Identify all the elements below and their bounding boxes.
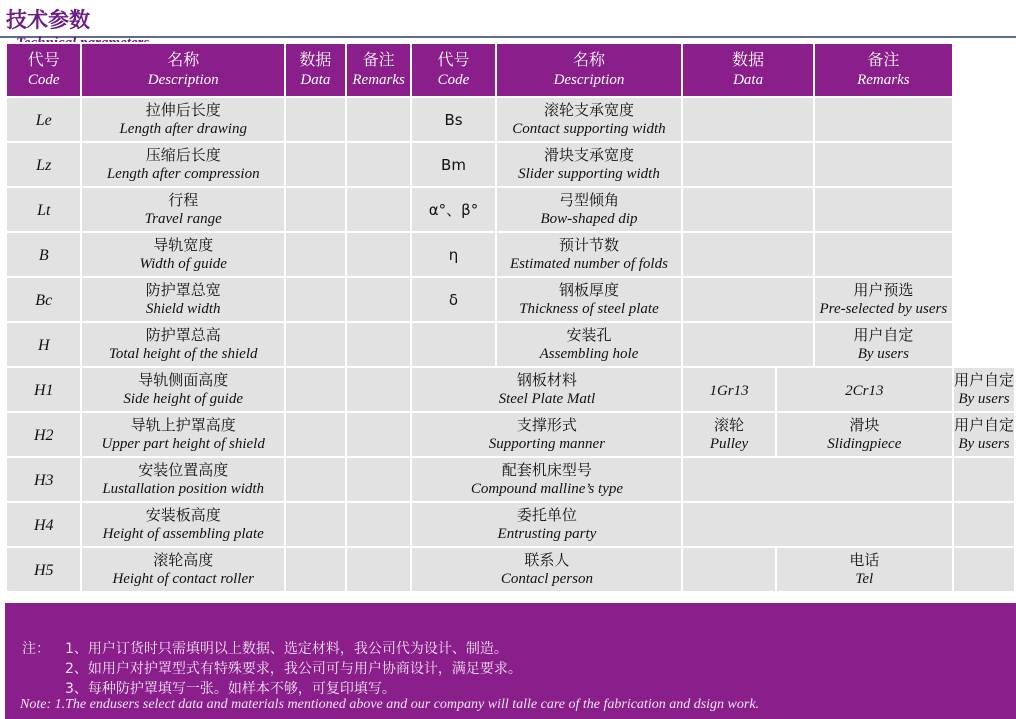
description-cell — [497, 323, 682, 366]
description-cell-text: Steel Plate Matl — [498, 390, 596, 407]
description-cell-text: 钢板厚度 — [558, 280, 619, 299]
code-cell — [412, 233, 494, 276]
description-cell-text: Entrusting party — [497, 525, 597, 542]
option-cell — [777, 368, 952, 411]
data-cell — [683, 323, 812, 366]
tel-label-cell — [777, 548, 952, 591]
data-cell — [286, 233, 345, 276]
data-cell — [286, 278, 345, 321]
remarks-cell — [815, 188, 952, 231]
code-cell-text: δ — [448, 291, 459, 309]
description-cell — [497, 143, 682, 186]
description-cell — [412, 368, 681, 411]
title-bar — [0, 0, 1016, 38]
description-cell-text: 导轨侧面高度 — [138, 370, 229, 389]
page-title-cn: 技术参数 — [6, 7, 90, 32]
data-cell — [683, 143, 812, 186]
parameters-table — [5, 42, 1016, 593]
data-cell — [286, 188, 345, 231]
note-english: Note: 1.The endusers select data and materials mentioned above and our company will talle care of the fabrication and dsign work. — [20, 697, 760, 712]
data-cell — [683, 548, 774, 591]
remarks-cell — [347, 548, 411, 591]
data-cell — [286, 548, 345, 591]
description-cell-text: 配套机床型号 — [501, 460, 592, 479]
data-cell — [683, 503, 952, 546]
code-cell-text: η — [448, 246, 459, 264]
description-cell — [82, 503, 283, 546]
header-remarks: 备注 Remarks — [347, 44, 411, 96]
code-cell — [412, 323, 494, 366]
remarks-cell — [954, 368, 1014, 411]
tel-label-cell-text: 电话 — [849, 550, 880, 569]
code-cell — [7, 503, 80, 546]
option-cell — [683, 368, 774, 411]
code-cell — [7, 458, 80, 501]
code-cell — [7, 233, 80, 276]
option-cell-text: 2Cr13 — [845, 382, 884, 399]
code-cell — [7, 278, 80, 321]
description-cell — [82, 188, 283, 231]
description-cell — [82, 368, 283, 411]
description-cell-text: 钢板材料 — [516, 370, 577, 389]
description-cell — [412, 503, 681, 546]
description-cell-text: Bow-shaped dip — [540, 210, 638, 227]
description-cell — [497, 278, 682, 321]
table-row — [7, 143, 1014, 186]
data-cell — [286, 323, 345, 366]
table-row — [7, 188, 1014, 231]
table-row — [7, 278, 1014, 321]
remarks-cell — [347, 323, 411, 366]
code-cell-text: H2 — [33, 426, 54, 444]
code-cell-text: H — [37, 336, 50, 354]
data-cell — [683, 98, 812, 141]
remarks-cell — [815, 323, 952, 366]
table-row — [7, 548, 1014, 591]
remarks-cell-text: 用户自定 — [953, 370, 1014, 389]
header-remarks-right: 备注 Remarks — [815, 44, 952, 96]
description-cell — [82, 98, 283, 141]
code-cell-text: Bs — [444, 111, 463, 129]
description-cell-text: 滚轮高度 — [153, 550, 214, 569]
description-cell-text: Width of guide — [139, 255, 227, 272]
description-cell-text: 安装位置高度 — [138, 460, 229, 479]
header-data: 数据 Data — [286, 44, 345, 96]
header-data-right: 数据 Data — [683, 44, 812, 96]
description-cell-text: 滚轮支承宽度 — [543, 100, 634, 119]
option-cell-text: 1Gr13 — [709, 382, 749, 399]
code-cell-text: Lz — [36, 156, 52, 174]
description-cell-text: 压缩后长度 — [145, 145, 221, 164]
remarks-cell — [347, 503, 411, 546]
description-cell-text: 导轨宽度 — [153, 235, 214, 254]
remarks-cell — [347, 233, 411, 276]
data-cell — [286, 413, 345, 456]
description-cell-text: 拉伸后长度 — [145, 100, 221, 119]
remarks-cell — [954, 413, 1014, 456]
description-cell — [412, 413, 681, 456]
code-cell — [7, 368, 80, 411]
remarks-cell — [815, 98, 952, 141]
header-row — [7, 44, 1014, 96]
table-row — [7, 413, 1014, 456]
description-cell-text: 滑块支承宽度 — [543, 145, 634, 164]
code-cell — [412, 98, 494, 141]
remarks-cell — [347, 188, 411, 231]
option-cell — [777, 413, 952, 456]
remarks-cell — [347, 98, 411, 141]
description-cell — [82, 278, 283, 321]
code-cell-text: Le — [35, 111, 52, 129]
remarks-cell-text: Pre-selected by users — [819, 300, 948, 317]
remarks-cell-text: By users — [958, 435, 1010, 452]
description-cell-text: Total height of the shield — [108, 345, 258, 362]
code-cell-text: H1 — [33, 381, 54, 399]
remarks-cell — [954, 458, 1014, 501]
table-row — [7, 98, 1014, 141]
option-cell — [683, 413, 774, 456]
description-cell — [82, 143, 283, 186]
table-row — [7, 323, 1014, 366]
remarks-cell-text: 用户自定 — [953, 415, 1014, 434]
data-cell — [683, 278, 812, 321]
description-cell — [497, 188, 682, 231]
data-cell — [683, 233, 812, 276]
option-cell-text: 滚轮 — [714, 415, 745, 434]
description-cell-text: Upper part height of shield — [101, 435, 265, 452]
description-cell-text: Contact supporting width — [512, 120, 666, 137]
description-cell-text: Estimated number of folds — [510, 255, 668, 272]
remarks-cell — [347, 278, 411, 321]
remarks-cell — [347, 413, 411, 456]
option-cell-text: Pulley — [709, 435, 749, 452]
option-cell-text: 滑块 — [849, 415, 880, 434]
description-cell-text: Compound malline’s type — [470, 480, 624, 497]
description-cell — [497, 233, 682, 276]
code-cell-text: H4 — [33, 516, 54, 534]
code-cell — [412, 188, 494, 231]
header-description-right: 名称 Description — [497, 44, 682, 96]
description-cell — [412, 458, 681, 501]
note-item: 3、每种防护罩填写一张。如样本不够，可复印填写。 — [65, 681, 396, 697]
data-cell — [286, 143, 345, 186]
description-cell — [82, 413, 283, 456]
description-cell-text: 行程 — [168, 190, 199, 209]
description-cell-text: Shield width — [145, 300, 221, 317]
remarks-cell-text: 用户预选 — [853, 280, 914, 299]
description-cell-text: Travel range — [144, 210, 222, 227]
code-cell-text: α°、β° — [428, 201, 479, 219]
option-cell-text: Slidingpiece — [827, 435, 902, 452]
code-cell-text: Bc — [35, 291, 53, 309]
description-cell-text: 预计节数 — [558, 235, 619, 254]
table-row — [7, 233, 1014, 276]
code-cell — [7, 98, 80, 141]
notes-panel — [5, 603, 1016, 719]
description-cell-text: Assembling hole — [539, 345, 639, 362]
note-item: 2、如用户对护罩型式有特殊要求，我公司可与用户协商设计，满足要求。 — [65, 661, 522, 677]
data-cell — [286, 98, 345, 141]
remarks-cell — [815, 233, 952, 276]
code-cell-text: Lt — [37, 201, 51, 219]
description-cell-text: 导轨上护罩高度 — [130, 415, 236, 434]
description-cell-text: 安装孔 — [566, 325, 612, 344]
code-cell — [7, 323, 80, 366]
description-cell — [497, 98, 682, 141]
description-cell-text: 防护罩总高 — [145, 325, 221, 344]
remarks-cell — [954, 503, 1014, 546]
description-cell — [82, 548, 283, 591]
description-cell — [82, 233, 283, 276]
header-code: 代号 Code — [7, 44, 80, 96]
data-cell — [286, 503, 345, 546]
description-cell-text: 弓型倾角 — [558, 190, 619, 209]
description-cell-text: 委托单位 — [516, 505, 577, 524]
header-description: 名称 Description — [82, 44, 283, 96]
remarks-cell — [815, 278, 952, 321]
description-cell — [412, 548, 681, 591]
remarks-cell — [347, 143, 411, 186]
data-cell — [683, 458, 952, 501]
table-row — [7, 503, 1014, 546]
remarks-cell — [954, 548, 1014, 591]
description-cell-text: Supporting manner — [488, 435, 606, 452]
description-cell-text: Thickness of steel plate — [519, 300, 659, 317]
code-cell — [412, 143, 494, 186]
description-cell-text: Lustallation position width — [102, 480, 265, 497]
description-cell-text: Length after drawing — [119, 120, 247, 137]
description-cell-text: 支撑形式 — [516, 415, 577, 434]
description-cell-text: Height of contact roller — [112, 570, 254, 587]
remarks-cell — [815, 143, 952, 186]
data-cell — [286, 368, 345, 411]
description-cell-text: 安装板高度 — [145, 505, 221, 524]
description-cell-text: Height of assembling plate — [102, 525, 264, 542]
code-cell — [412, 278, 494, 321]
note-item: 1、用户订货时只需填明以上数据、选定材料，我公司代为设计、制造。 — [65, 641, 508, 657]
header-code-right: 代号 Code — [412, 44, 494, 96]
remarks-cell-text: By users — [958, 390, 1010, 407]
code-cell-text: B — [38, 246, 49, 264]
data-cell — [683, 188, 812, 231]
notes-label: 注： — [22, 641, 50, 657]
remarks-cell — [347, 368, 411, 411]
code-cell-text: H5 — [33, 561, 54, 579]
code-cell — [7, 188, 80, 231]
remarks-cell — [347, 458, 411, 501]
description-cell — [82, 458, 283, 501]
description-cell-text: Contacl person — [500, 570, 593, 587]
remarks-cell-text: 用户自定 — [853, 325, 914, 344]
tel-label-cell-text: Tel — [855, 570, 874, 587]
table-row — [7, 458, 1014, 501]
code-cell — [7, 413, 80, 456]
code-cell — [7, 548, 80, 591]
description-cell-text: Slider supporting width — [518, 165, 660, 182]
description-cell-text: Side height of guide — [123, 390, 243, 407]
description-cell-text: 联系人 — [524, 550, 570, 569]
description-cell-text: 防护罩总宽 — [145, 280, 221, 299]
table-row — [7, 368, 1014, 411]
remarks-cell-text: By users — [857, 345, 909, 362]
code-cell-text: Bm — [441, 156, 466, 174]
code-cell-text: H3 — [33, 471, 54, 489]
code-cell — [7, 143, 80, 186]
description-cell-text: Length after compression — [106, 165, 260, 182]
description-cell — [82, 323, 283, 366]
data-cell — [286, 458, 345, 501]
